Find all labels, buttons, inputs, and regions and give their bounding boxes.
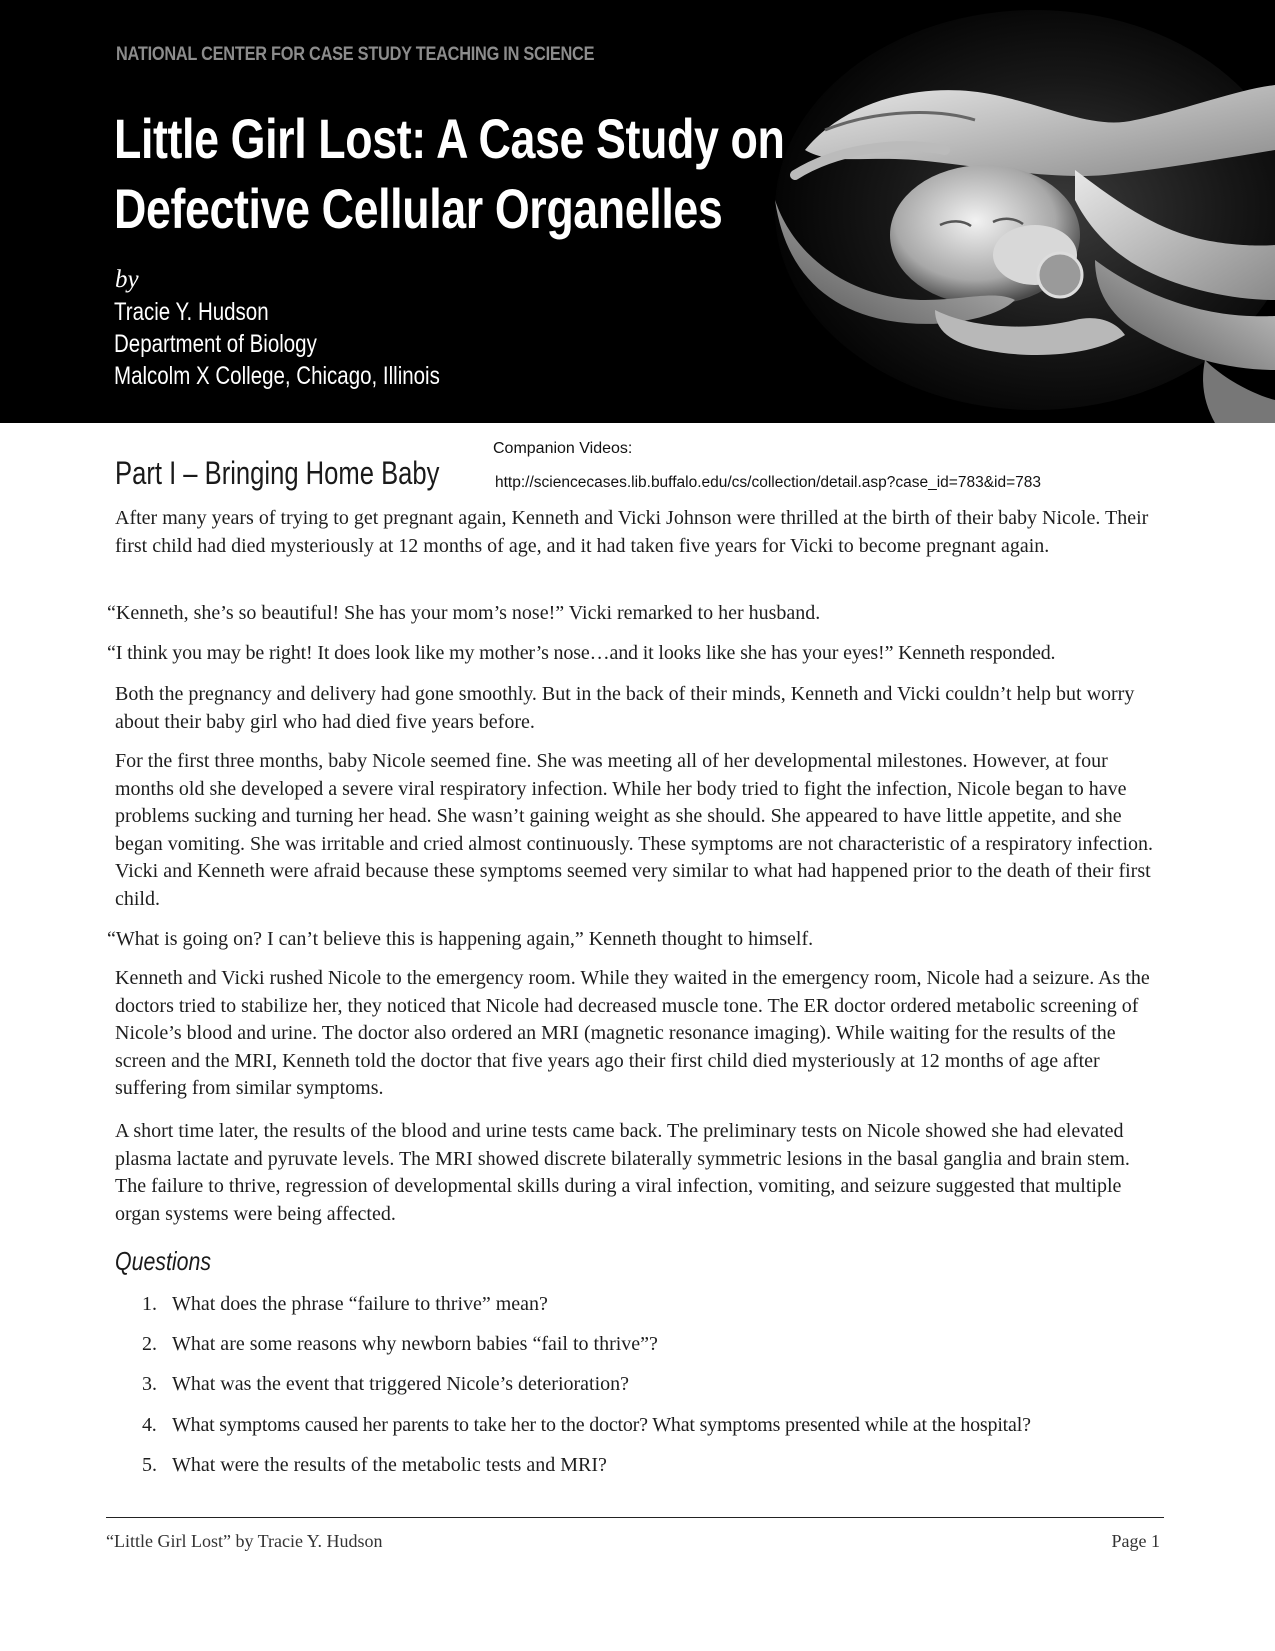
question-number: 1. — [142, 1293, 157, 1315]
org-name: NATIONAL CENTER FOR CASE STUDY TEACHING IN SCIENCE — [116, 44, 595, 65]
part-heading: Part I – Bringing Home Baby — [115, 455, 440, 491]
question-number: 2. — [142, 1333, 157, 1355]
newborn-cradled-in-hands-photo — [735, 0, 1275, 423]
author-name: Tracie Y. Hudson — [114, 298, 269, 326]
paragraph-4: Both the pregnancy and delivery had gone smoothly. But in the back of their minds, Kenneth and Vicki couldn’t help but worry about their baby girl who had died five years before. — [115, 683, 1135, 733]
footer-divider — [106, 1517, 1164, 1518]
paragraph-1: After many years of trying to get pregnant again, Kenneth and Vicki Johnson were thrilled at the birth of their baby Nicole. Their first child had died mysteriously at 12 months of age, and it had taken five years for Vicki to become pregnant again. — [115, 507, 1149, 557]
author-institution: Malcolm X College, Chicago, Illinois — [114, 362, 440, 390]
companion-videos-link[interactable]: http://sciencecases.lib.buffalo.edu/cs/collection/detail.asp?case_id=783&id=783 — [495, 474, 1042, 491]
question-item — [142, 1451, 607, 1479]
footer-citation: “Little Girl Lost” by Tracie Y. Hudson — [106, 1531, 383, 1551]
question-text: What were the results of the metabolic tests and MRI? — [172, 1454, 607, 1476]
question-item — [142, 1290, 548, 1318]
question-number: 5. — [142, 1454, 157, 1476]
by-label: by — [115, 266, 139, 293]
question-item — [142, 1411, 1031, 1439]
paragraph-8: A short time later, the results of the blood and urine tests came back. The preliminary tests on Nicole showed she had elevated plasma lactate and pyruvate levels. The MRI showed discrete bilaterally symmetric lesions in the basal ganglia and brain stem. The failure to thrive, regression of developmental skills during a viral infection, vomiting, and seizure suggested that multiple organ systems were being affected. — [115, 1120, 1130, 1225]
question-text: What does the phrase “failure to thrive” mean? — [172, 1293, 548, 1315]
page-title — [114, 104, 784, 244]
question-number: 3. — [142, 1373, 157, 1395]
question-text: What symptoms caused her parents to take her to the doctor? What symptoms presented while at the hospital? — [172, 1414, 1031, 1436]
author-department: Department of Biology — [114, 330, 317, 358]
paragraph-2: “Kenneth, she’s so beautiful! She has your mom’s nose!” Vicki remarked to her husband. — [107, 602, 821, 624]
companion-videos-label: Companion Videos: — [493, 440, 633, 457]
header-banner — [0, 0, 1275, 423]
page-number: Page 1 — [1111, 1531, 1160, 1551]
paragraph-6: “What is going on? I can’t believe this is happening again,” Kenneth thought to himself. — [107, 928, 814, 950]
question-text: What was the event that triggered Nicole’s deterioration? — [172, 1373, 630, 1395]
paragraph-5: For the first three months, baby Nicole seemed fine. She was meeting all of her developmental milestones. However, at four months old she developed a severe viral respiratory infection. While her body tried to fight the infection, Nicole began to have problems sucking and turning her head. She wasn’t gaining weight as she should. She appeared to have little appetite, and she began vomiting. She was irritable and cried almost continuously. These symptoms are not characteristic of a respiratory infection. Vicki and Kenneth were afraid because these symptoms seemed very similar to what had happened prior to the death of their first child. — [115, 750, 1154, 910]
question-item — [142, 1330, 658, 1358]
questions-heading: Questions — [115, 1246, 212, 1276]
author-block — [114, 296, 440, 392]
paragraph-7: Kenneth and Vicki rushed Nicole to the emergency room. While they waited in the emergency room, Nicole had a seizure. As the doctors tried to stabilize her, they noticed that Nicole had decreased muscle tone. The ER doctor ordered metabolic screening of Nicole’s blood and urine. The doctor also ordered an MRI (magnetic resonance imaging). While waiting for the results of the screen and the MRI, Kenneth told the doctor that five years ago their first child died mysteriously at 12 months of age after suffering from similar symptoms. — [115, 967, 1150, 1099]
question-number: 4. — [142, 1414, 157, 1436]
title-line-1: Little Girl Lost: A Case Study on — [114, 107, 785, 170]
paragraph-3: “I think you may be right! It does look like my mother’s nose…and it looks like she has your eyes!” Kenneth responded. — [107, 642, 1056, 664]
question-text: What are some reasons why newborn babies “fail to thrive”? — [172, 1333, 658, 1355]
question-item — [142, 1370, 629, 1398]
title-line-2: Defective Cellular Organelles — [114, 177, 723, 240]
